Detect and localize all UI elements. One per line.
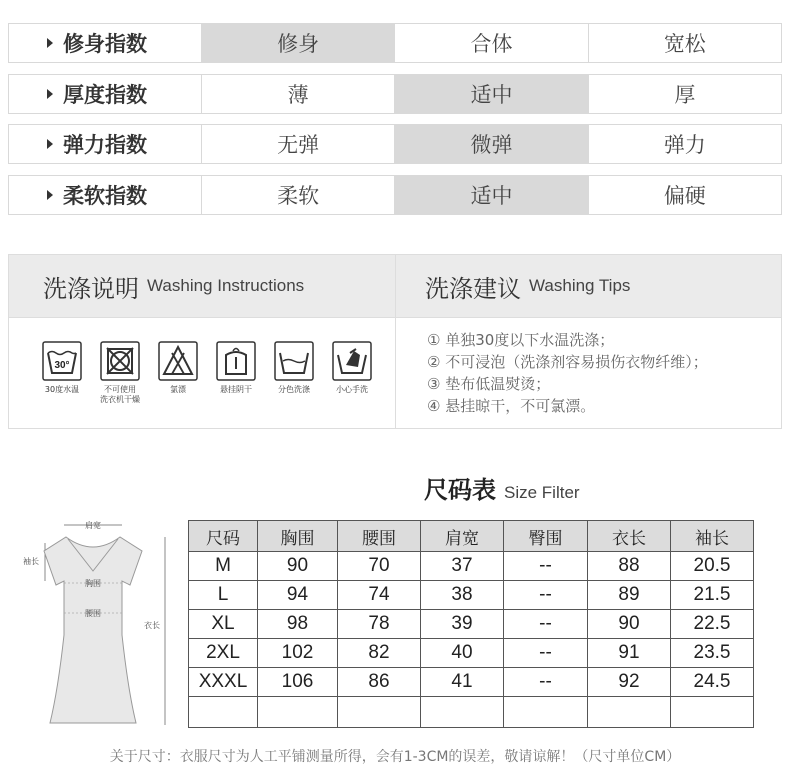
fabric-index-option: 柔软	[202, 176, 395, 214]
triangle-bullet-icon	[47, 38, 53, 48]
size-note: 关于尺寸：衣服尺寸为人工平铺测量所得，会有1-3CM的误差，敬请谅解！（尺寸单位CM）	[109, 749, 681, 765]
diagram-label-sleeve: 袖长	[23, 557, 39, 566]
size-cell: M	[189, 552, 258, 581]
size-cell	[504, 697, 588, 728]
tip-item: ③ 垫布低温熨烫；	[427, 375, 551, 393]
size-cell: --	[504, 668, 588, 697]
fabric-index-row	[8, 23, 782, 63]
fabric-index-option: 适中	[395, 75, 588, 113]
fabric-index-option: 偏硬	[663, 184, 706, 208]
size-cell: 92	[588, 668, 671, 697]
size-cell	[189, 697, 258, 728]
fabric-index-option: 无弹	[202, 125, 395, 163]
fabric-index-row	[8, 175, 782, 215]
fabric-index-row	[8, 74, 782, 114]
size-cell: 41	[421, 668, 504, 697]
fabric-index-option: 弹力	[663, 133, 706, 157]
size-cell: 21.5	[671, 581, 754, 610]
fabric-index-option: 薄	[202, 75, 395, 113]
hand-wash-icon	[332, 341, 372, 381]
washing-tips-title: 洗涤建议	[425, 274, 521, 303]
bleach-icon-box	[149, 341, 207, 405]
size-cell: L	[189, 581, 258, 610]
washing-instructions-title: 洗涤说明	[43, 274, 139, 303]
table-row	[189, 610, 754, 639]
fabric-index-label-text: 厚度指数	[63, 83, 147, 107]
fabric-index-label-text: 弹力指数	[63, 133, 147, 157]
wash-30-icon-text: 30°	[54, 360, 70, 371]
fabric-index-label	[9, 24, 202, 62]
size-cell: 94	[258, 581, 338, 610]
table-row	[189, 639, 754, 668]
size-header-cell: 尺码	[189, 521, 258, 552]
washing-divider	[395, 255, 396, 428]
size-cell: 23.5	[671, 639, 754, 668]
size-cell: 90	[588, 610, 671, 639]
size-cell	[338, 697, 421, 728]
size-header-cell: 臀围	[504, 521, 588, 552]
size-cell: 74	[338, 581, 421, 610]
fabric-index-label	[9, 75, 202, 113]
fabric-index-option: 合体	[395, 24, 588, 62]
size-cell: --	[504, 552, 588, 581]
size-cell	[421, 697, 504, 728]
size-header-cell: 袖长	[671, 521, 754, 552]
wash-30-icon-box	[33, 341, 91, 405]
size-cell: 39	[421, 610, 504, 639]
size-cell: --	[504, 610, 588, 639]
size-cell: 37	[421, 552, 504, 581]
fabric-index-label	[9, 125, 202, 163]
hand-wash-icon-box	[323, 341, 381, 405]
fabric-index-option: 修身	[202, 24, 395, 62]
washing-tips-header	[396, 255, 781, 317]
size-header-cell: 腰围	[338, 521, 421, 552]
size-table-header	[189, 521, 754, 552]
fabric-index-row	[8, 124, 782, 164]
size-cell: 2XL	[189, 639, 258, 668]
icon-caption: 小心手洗	[336, 385, 368, 394]
size-header-cell: 衣长	[588, 521, 671, 552]
size-title-en: Size Filter	[504, 483, 580, 502]
washing-instructions-title-en: Washing Instructions	[147, 276, 305, 295]
size-cell: 70	[338, 552, 421, 581]
size-cell	[588, 697, 671, 728]
size-cell: 22.5	[671, 610, 754, 639]
size-cell: 106	[258, 668, 338, 697]
triangle-bullet-icon	[47, 190, 53, 200]
tip-item: ② 不可浸泡（洗涤剂容易损伤衣物纤维）；	[427, 353, 708, 371]
diagram-label-chest: 胸围	[85, 579, 101, 588]
size-table	[188, 520, 754, 728]
size-cell	[258, 697, 338, 728]
separate-wash-icon-box	[265, 341, 323, 405]
table-row	[189, 668, 754, 697]
washing-tips-list	[427, 329, 708, 417]
table-row	[189, 552, 754, 581]
triangle-bullet-icon	[47, 139, 53, 149]
diagram-label-shoulder: 肩宽	[85, 521, 101, 530]
size-cell: 98	[258, 610, 338, 639]
table-row	[189, 581, 754, 610]
fabric-index-label-text: 柔软指数	[63, 184, 147, 208]
hang-dry-icon-box	[207, 341, 265, 405]
icon-caption: 不可使用 洗衣机干燥	[100, 385, 140, 404]
wash-30-icon	[42, 341, 82, 381]
washing-header-border	[9, 317, 781, 318]
table-row	[189, 697, 754, 728]
washing-section	[8, 254, 782, 429]
fabric-index-option: 厚	[674, 83, 696, 107]
size-cell: 20.5	[671, 552, 754, 581]
size-header-cell: 肩宽	[421, 521, 504, 552]
fabric-index-option: 微弹	[395, 125, 588, 163]
washing-instructions-header	[9, 255, 395, 317]
size-cell: --	[504, 581, 588, 610]
icon-caption: 30度水温	[44, 385, 80, 394]
size-cell: 82	[338, 639, 421, 668]
no-machine-dry-icon	[100, 341, 140, 381]
size-cell: XXXL	[189, 668, 258, 697]
size-cell: 89	[588, 581, 671, 610]
size-cell: --	[504, 639, 588, 668]
tip-item: ① 单独30度以下水温洗涤；	[427, 331, 615, 349]
diagram-label-waist: 腰围	[85, 609, 101, 618]
size-cell: 38	[421, 581, 504, 610]
triangle-bullet-icon	[47, 89, 53, 99]
size-title-zh: 尺码表	[424, 476, 496, 504]
size-cell: 88	[588, 552, 671, 581]
size-cell: 40	[421, 639, 504, 668]
icon-caption: 氯漂	[170, 385, 186, 394]
washing-tips-title-en: Washing Tips	[529, 276, 631, 295]
fabric-index-label	[9, 176, 202, 214]
separate-wash-icon	[274, 341, 314, 381]
fabric-index-label-text: 修身指数	[63, 32, 147, 56]
size-cell: 90	[258, 552, 338, 581]
size-cell: 91	[588, 639, 671, 668]
size-cell	[671, 697, 754, 728]
washing-icons	[33, 341, 381, 405]
hang-dry-icon	[216, 341, 256, 381]
size-cell: 78	[338, 610, 421, 639]
icon-caption: 悬挂阴干	[220, 385, 252, 394]
bleach-icon	[158, 341, 198, 381]
no-machine-dry-icon-box	[91, 341, 149, 405]
size-cell: 24.5	[671, 668, 754, 697]
fabric-index-option: 适中	[395, 176, 588, 214]
size-cell: 102	[258, 639, 338, 668]
diagram-label-length: 衣长	[144, 621, 160, 630]
dress-diagram	[10, 515, 180, 740]
size-cell: 86	[338, 668, 421, 697]
fabric-index-option: 宽松	[663, 32, 706, 56]
icon-caption: 分色洗涤	[278, 385, 310, 394]
size-header-cell: 胸围	[258, 521, 338, 552]
tip-item: ④ 悬挂晾干，不可氯漂。	[427, 397, 596, 415]
size-cell: XL	[189, 610, 258, 639]
size-chart-title	[424, 470, 580, 505]
